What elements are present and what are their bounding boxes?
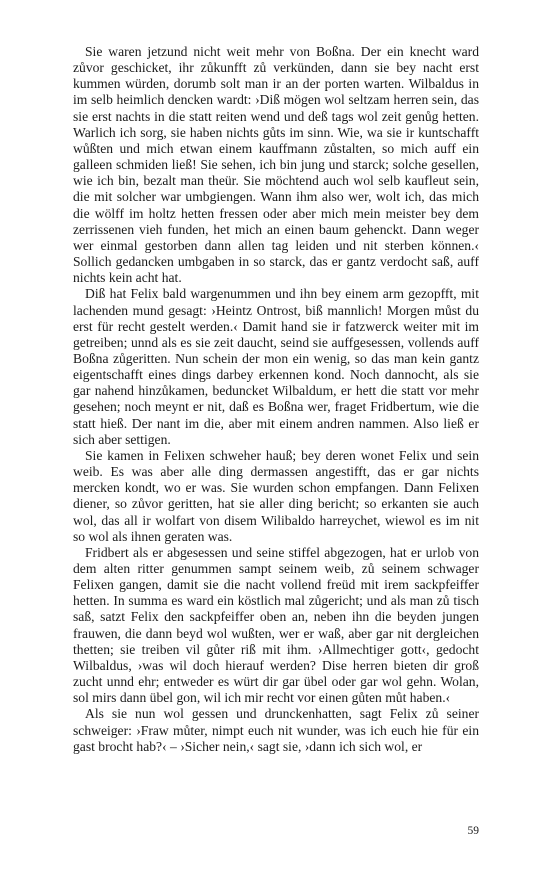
page-number: 59 — [467, 825, 479, 837]
paragraph-5: Als sie nun wol gessen und drunckenhatten, sagt Felix zů seiner schweiger: ›Fraw můter, nimpt euch nit wunder, was ich euch hie für ein gast brocht hab?‹ – ›Sicher nein,‹ sagt sie, ›dann ich sich wol, er — [73, 706, 479, 754]
paragraph-4: Fridbert als er abgesessen und seine stiffel abgezogen, hat er urlob von dem alten ritter genummen sampt seinem weib, zů seinem schwager Felixen gangen, damit sie die nacht vollend freüd mit irem sackpfeiffer hetten. In summa es ward ein köstlich mal zůgericht; und als man zů tisch saß, satzt Felix den sackpfeiffer oben an, neben ihn die beyden jungen frauwen, die dann beyd wol wußten, wer er waß, aber gar nit dergleichen thetten; sie treiben vil gůter riß mit ihm. ›Allmechtiger gott‹, gedocht Wilbaldus, ›was wil doch hierauf werden? Dise herren bieten dir groß zucht unnd ehr; entweder es würt dir gar übel oder gar wol gehn. Wolan, sol mirs dann übel gon, wil ich mir recht vor einen gůten můt haben.‹ — [73, 544, 479, 706]
page-text-body — [73, 44, 479, 755]
paragraph-2: Diß hat Felix bald wargenummen und ihn bey einem arm gezopfft, mit lachenden mund gesagt: ›Heintz Ontrost, biß mannlich! Morgen můst du erst für recht gestelt werden.‹ Damit hand sie ir fatzwerck weiter mit im getreiben; unnd als es sie zeit daucht, seind sie auffgesessen, vollends auff Boßna zůgeritten. Nun schein der mon ein wenig, so das man kein gantz eigentschafft eines dings darbey erkennen kond. Noch dannocht, als sie gar nahend hinzůkamen, beduncket Wilbaldum, er hett die statt vor mehr gesehen; noch meynt er nit, daß es Boßna wer, fraget Fridbertum, wie die statt hieß. Der nant im die, aber mit einem andren nammen. Also ließ er sich aber settigen. — [73, 286, 479, 447]
paragraph-3: Sie kamen in Felixen schweher hauß; bey deren wonet Felix und sein weib. Es was aber alle ding dermassen angestifft, das er gar nichts mercken kondt, wo er was. Sie wurden schon empfangen. Dann Felixen diener, so zůvor geritten, hat sie aller ding bericht; so erkanten sie auch wol, das all ir wolfart von disem Wilibaldo harreychet, wiewol es im nit so wol als ihnen geraten was. — [73, 447, 479, 544]
paragraph-1: Sie waren jetzund nicht weit mehr von Boßna. Der ein knecht ward zůvor geschicket, ihr zůkunfft zů verkünden, dann sie bey nacht erst kummen würden, dorumb solt man ir an der porten warten. Wilbaldus in im selb heimlich dencken wardt: ›Diß mögen wol seltzam herren sein, das sie erst nachts in die statt reiten wend und deß tags wol zeit genůg hetten. Warlich ich sorg, sie haben nichts gůts im sinn. Wie, wa sie ir kuntschafft wůßten und mich etwan einem kauffmann zůstalten, so mich auff ein galleen schmiden ließ! Sie sehen, ich bin jung und starck; solche gesellen, wie ich bin, bezalt man theür. Sie möchtend auch wol selb kaufleut sein, die mit solcher war umbgiengen. Wann ihm also wer, wolt ich, das mich die wölff im holtz hetten fressen oder aber mich mein meister bey dem zerrissenen vieh funden, het mich an einen baum gehenckt. Dann weger wer einmal gestorben dann allen tag leiden und nit sterben können.‹ Sollich gedancken umbgaben in so starck, das er gantz verdocht saß, auff nichts kein acht hat. — [73, 44, 479, 286]
